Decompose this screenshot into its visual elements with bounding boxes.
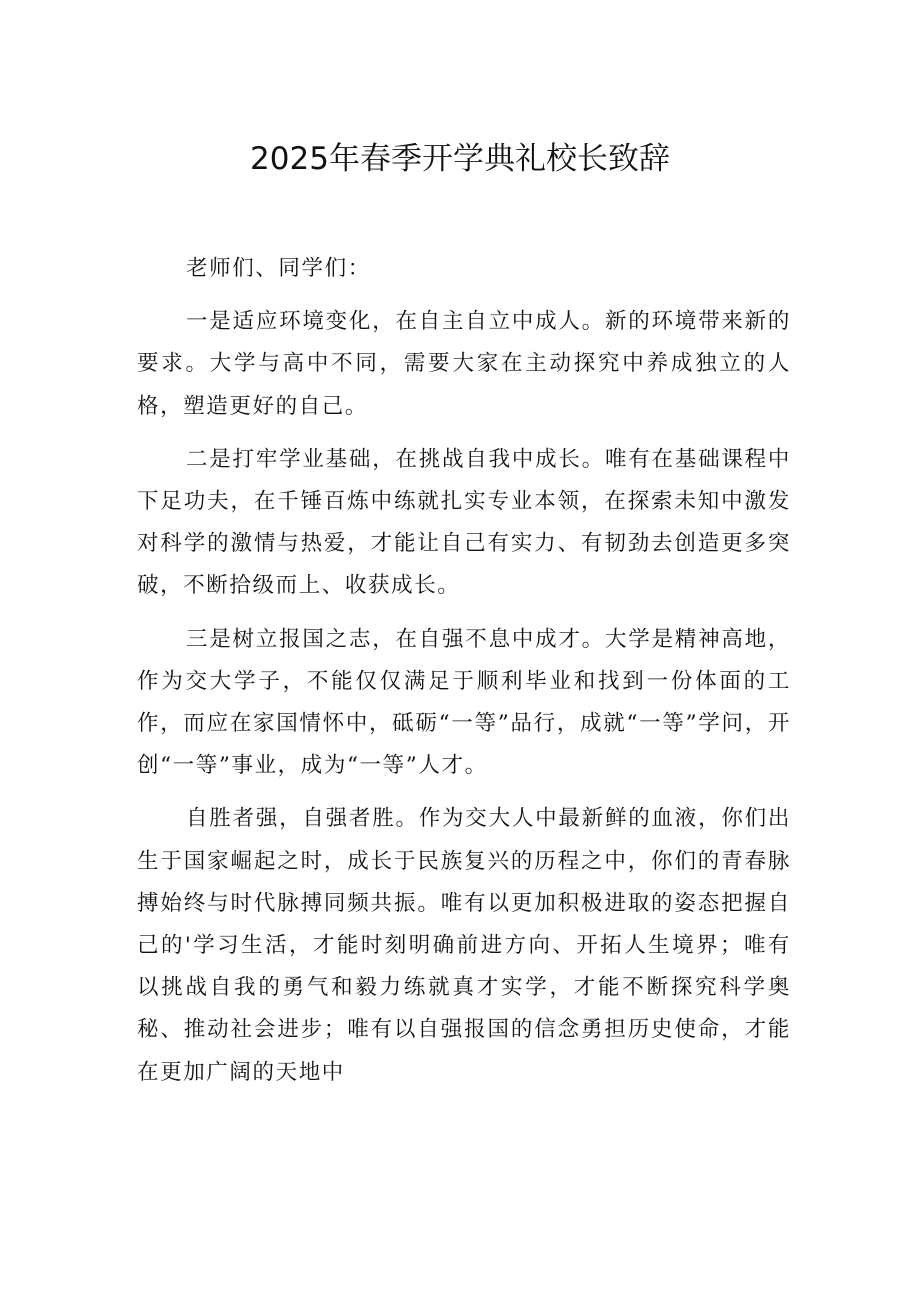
paragraph-self-strengthening: 自胜者强，自强者胜。作为交大人中最新鲜的血液，你们出生于国家崛起之时，成长于民族复兴的历程之中，你们的青春脉搏始终与时代脉搏同频共振。唯有以更加积极进取的姿态把握自己的'学习生活，才能时刻明确前进方向、开拓人生境界；唯有以挑战自我的勇气和毅力练就真才实学，才能不断探究科学奥秘、推动社会进步；唯有以自强报国的信念勇担历史使命，才能在更加广阔的天地中: [137, 806, 791, 1085]
paragraph-academic-foundation: 二是打牢学业基础，在挑战自我中成长。唯有在基础课程中下足功夫，在千锤百炼中练就扎实专业本领，在探索未知中激发对科学的激情与热爱，才能让自己有实力、有韧劲去创造更多突破，不断拾级而上、收获成长。: [137, 446, 791, 599]
salutation: 老师们、同学们：: [186, 256, 371, 281]
document-body: [137, 248, 791, 1105]
paragraph-patriotic-ambition: 三是树立报国之志，在自强不息中成才。大学是精神高地，作为交大学子，不能仅仅满足于顺利毕业和找到一份体面的工作，而应在家国情怀中，砥砺“一等”品行，成就“一等”学问，开创“一等”事业，成为“一等”人才。: [137, 626, 791, 779]
paragraph-adapt-environment: 一是适应环境变化，在自主自立中成人。新的环境带来新的要求。大学与高中不同，需要大家在主动探究中养成独立的人格，塑造更好的自己。: [137, 309, 791, 419]
page-title: 2025年春季开学典礼校长致辞: [250, 141, 670, 177]
